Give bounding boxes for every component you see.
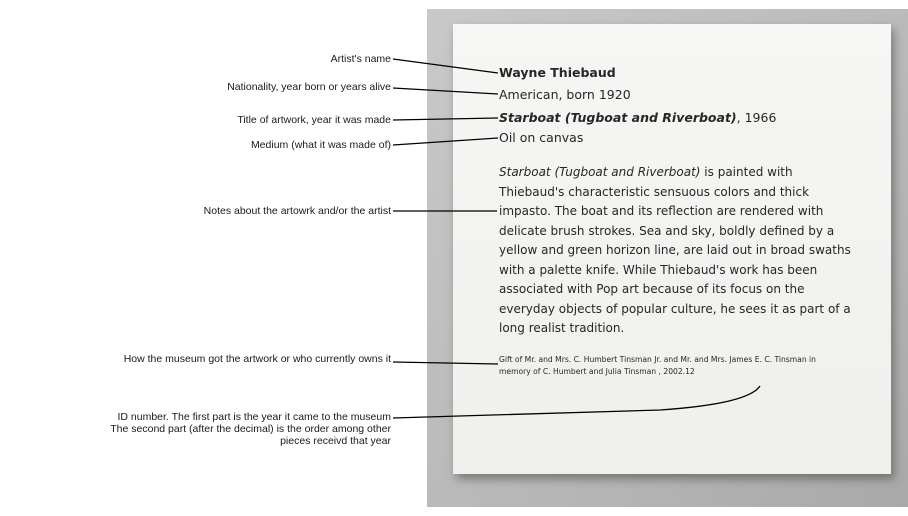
callout-artist: Artist's name: [330, 53, 391, 65]
label-notes: [499, 163, 859, 339]
label-year: , 1966: [736, 110, 777, 125]
callout-id-number: [61, 411, 391, 447]
callout-title: Title of artwork, year it was made: [237, 114, 391, 126]
callout-notes: Notes about the artowrk and/or the artist: [203, 205, 391, 217]
callout-id-line-3: pieces receivd that year: [280, 435, 391, 447]
label-credit-line: Gift of Mr. and Mrs. C. Humbert Tinsman Jr. and Mr. and Mrs. James E. C. Tinsman in memory of C. Humbert and Julia Tinsman , 2002.12: [499, 355, 816, 376]
callout-medium: Medium (what it was made of): [250, 139, 391, 151]
label-title-line: [499, 110, 776, 125]
label-notes-body: is painted with Thiebaud's characteristic sensuous colors and thick impasto. The boat and its reflection are rendered with delicate brush strokes. Sea and sky, boldly defined by a yellow and green horizon line, are laid out in broad swaths with a palette knife. While Thiebaud's work has been associated with Pop art because of its focus on the everyday objects of popular culture, he sees it as part of a long realist tradition.: [499, 165, 851, 335]
label-medium: Oil on canvas: [499, 130, 584, 145]
label-nationality: American, born 1920: [499, 87, 631, 102]
label-notes-title: Starboat (Tugboat and Riverboat): [499, 165, 701, 179]
callout-id-line-1: ID number. The first part is the year it came to the museum: [117, 411, 391, 423]
callout-id-line-2: The second part (after the decimal) is the order among other: [110, 423, 391, 435]
callout-nationality: Nationality, year born or years alive: [227, 81, 391, 93]
label-artist-name: Wayne Thiebaud: [499, 65, 616, 80]
label-title: Starboat (Tugboat and Riverboat): [499, 110, 737, 125]
callout-credit: How the museum got the artwork or who currently owns it: [123, 353, 391, 365]
